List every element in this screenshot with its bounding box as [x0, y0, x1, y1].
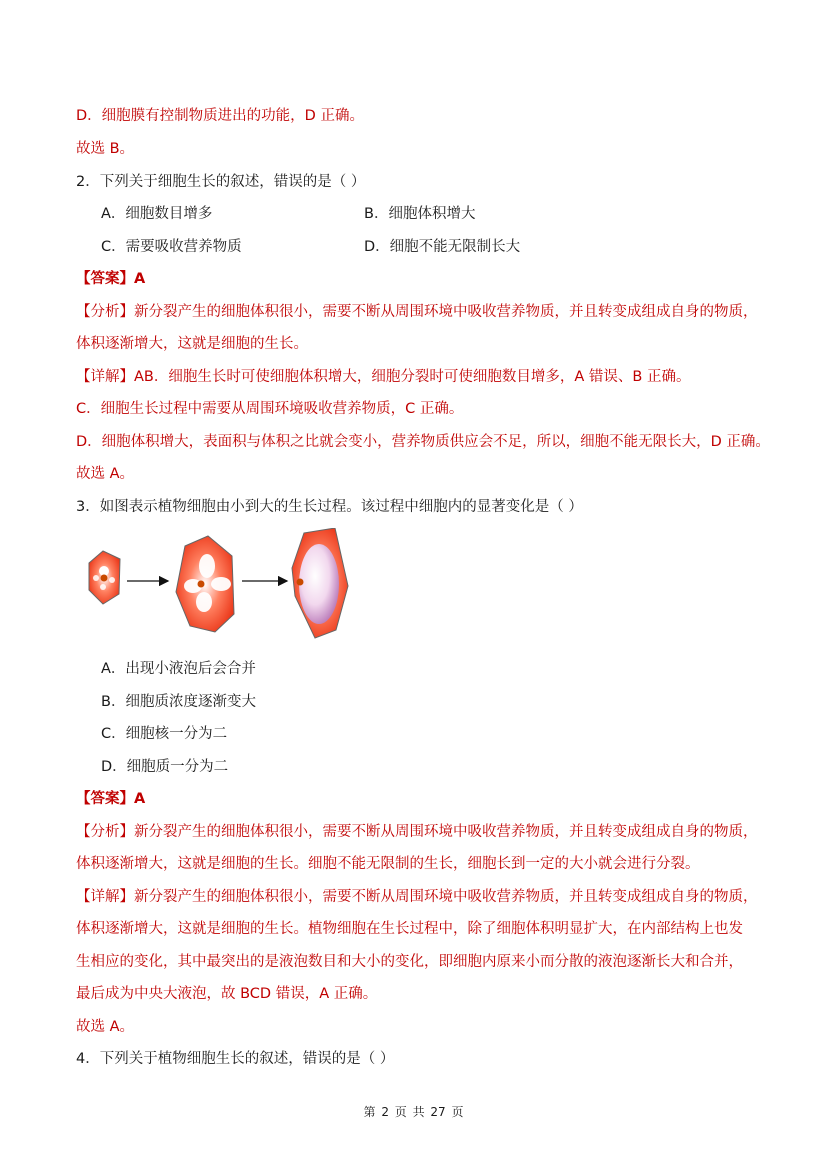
q3-conclusion: 故选 A。 [76, 1019, 135, 1035]
q3-analysis-line2: 体积逐渐增大，这就是细胞的生长。细胞不能无限制的生长，细胞长到一定的大小就会进行分裂。 [76, 856, 700, 872]
q3-detail-line2: 体积逐渐增大，这就是细胞的生长。植物细胞在生长过程中，除了细胞体积明显扩大，在内部结构上也发 [76, 921, 743, 937]
medium-cell-icon [176, 536, 234, 632]
cell-growth-diagram [82, 528, 372, 648]
q2-stem: 2．下列关于细胞生长的叙述，错误的是（ ） [76, 174, 366, 190]
q2-option-a: A．细胞数目增多 [101, 206, 213, 222]
q3-option-a: A．出现小液泡后会合并 [101, 661, 256, 677]
q2-answer: 【答案】A [76, 271, 146, 287]
q2-analysis-line2: 体积逐渐增大，这就是细胞的生长。 [76, 336, 308, 352]
q3-option-c: C．细胞核一分为二 [101, 726, 228, 742]
q2-option-b: B．细胞体积增大 [364, 206, 476, 222]
small-cell-icon [89, 551, 120, 604]
q3-option-b: B．细胞质浓度逐渐变大 [101, 694, 256, 710]
q3-detail-line1: 【详解】新分裂产生的细胞体积很小，需要不断从周围环境中吸收营养物质，并且转变成组成自身的物质， [76, 889, 758, 905]
q2-analysis-line1: 【分析】新分裂产生的细胞体积很小，需要不断从周围环境中吸收营养物质，并且转变成组成自身的物质， [76, 304, 758, 320]
large-cell-icon [292, 528, 348, 638]
q3-detail-line4: 最后成为中央大液泡，故 BCD 错误，A 正确。 [76, 986, 378, 1002]
q2-option-c: C．需要吸收营养物质 [101, 239, 242, 255]
q3-stem: 3．如图表示植物细胞由小到大的生长过程。该过程中细胞内的显著变化是（ ） [76, 499, 583, 515]
prev-detail-d: D．细胞膜有控制物质进出的功能，D 正确。 [76, 108, 364, 124]
q2-detail-line3: D．细胞体积增大，表面积与体积之比就会变小，营养物质供应会不足，所以，细胞不能无限长大，D 正确。 [76, 434, 770, 450]
q3-detail-line3: 生相应的变化，其中最突出的是液泡数目和大小的变化，即细胞内原来小而分散的液泡逐渐长大和合并， [76, 954, 743, 970]
q3-answer: 【答案】A [76, 791, 146, 807]
q4-stem: 4．下列关于植物细胞生长的叙述，错误的是（ ） [76, 1051, 395, 1067]
q2-option-d: D．细胞不能无限制长大 [364, 239, 521, 255]
q2-conclusion: 故选 A。 [76, 466, 135, 482]
prev-conclusion: 故选 B。 [76, 141, 135, 157]
q3-analysis-line1: 【分析】新分裂产生的细胞体积很小，需要不断从周围环境中吸收营养物质，并且转变成组成自身的物质， [76, 824, 758, 840]
q2-detail-line1: 【详解】AB．细胞生长时可使细胞体积增大，细胞分裂时可使细胞数目增多，A 错误、B 正确。 [76, 369, 691, 385]
q2-detail-line2: C．细胞生长过程中需要从周围环境吸收营养物质，C 正确。 [76, 401, 464, 417]
q3-option-d: D．细胞质一分为二 [101, 759, 229, 775]
page-footer: 第 2 页 共 27 页 [363, 1105, 464, 1119]
